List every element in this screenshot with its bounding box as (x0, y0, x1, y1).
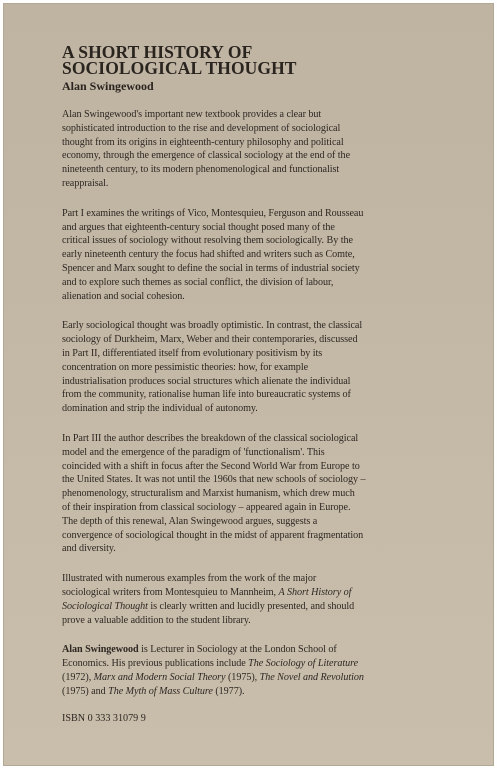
text-line: reappraisal. (62, 177, 109, 189)
text-line: is Lecturer in Sociology at the London School of (138, 644, 337, 656)
publication-title: The Myth of Mass Culture (108, 685, 213, 697)
closing-paragraph (62, 572, 457, 627)
bio-author-name: Alan Swingewood (62, 644, 139, 656)
text-line: (1975) and (62, 685, 109, 697)
text-line: (1975), (225, 671, 260, 683)
text-line: economy, through the emergence of classical sociology at the end of the (62, 150, 351, 162)
title-line: A SHORT HISTORY OF (62, 42, 253, 62)
publication-title: The Novel and Revolution (259, 671, 364, 683)
blurb-paragraph-1 (62, 108, 457, 191)
text-line: The depth of this renewal, Alan Swingewood argues, suggests a (62, 515, 318, 527)
text-line: critical issues of sociology without resolving them sociologically. By the (62, 235, 353, 247)
text-line: sociological writers from Montesquieu to Mannheim, (62, 586, 279, 598)
text-line: sophisticated introduction to the rise and development of sociological (62, 122, 341, 134)
book-author: Alan Swingewood (62, 79, 154, 93)
text-line: nineteenth century, to its modern phenomenological and functionalist (62, 164, 340, 176)
text-line: early nineteenth century the focus had shifted and writers such as Comte, (62, 249, 355, 261)
text-line: (1972), (62, 671, 94, 683)
isbn: ISBN 0 333 31079 9 (62, 713, 146, 725)
text-line: Part I examines the writings of Vico, Montesquieu, Ferguson and Rousseau (62, 207, 364, 219)
publication-title: Marx and Modern Social Theory (93, 671, 226, 683)
text-line: sociology of Durkheim, Marx, Weber and their contemporaries, discussed (62, 334, 358, 346)
text-line: convergence of sociological thought in the midst of apparent fragmentation (62, 529, 364, 541)
text-line: phenomenology, structuralism and Marxist humanism, which drew much (62, 488, 355, 500)
text-line: thought from its origins in eighteenth-century philosophy and political (62, 136, 344, 148)
text-line: concentration on more pessimistic theories: how, for example (62, 361, 309, 373)
text-line: Spencer and Marx sought to define the social in terms of industrial society (62, 262, 360, 274)
text-line: In Part III the author describes the breakdown of the classical sociological (62, 432, 359, 444)
author-bio (62, 643, 457, 698)
text-line: and to explore such themes as social conflict, the division of labour, (62, 276, 334, 288)
book-title-italic: Sociological Thought (62, 600, 148, 612)
text-line: Early sociological thought was broadly optimistic. In contrast, the classical (62, 320, 363, 332)
text-line: and argues that eighteenth-century social thought posed many of the (62, 221, 335, 233)
text-line: and diversity. (62, 543, 116, 555)
text-line: from the community, rationalise human life into bureaucratic systems of (62, 389, 351, 401)
text-line: the United States. It was not until the 1960s that new schools of sociology – (62, 474, 366, 486)
text-line: Illustrated with numerous examples from the work of the major (62, 573, 317, 585)
blurb-paragraph-3 (62, 319, 457, 416)
blurb-paragraph-2 (62, 207, 457, 304)
text-line: in Part II, differentiated itself from evolutionary positivism by its (62, 347, 323, 359)
text-line: domination and strip the individual of autonomy. (62, 403, 258, 415)
text-line: model and the emergence of the paradigm of 'functionalism'. This (62, 446, 325, 458)
book-title-italic: A Short History of (278, 586, 352, 598)
text-line: prove a valuable addition to the student library. (62, 614, 251, 626)
publication-title: The Sociology of Literature (248, 658, 359, 670)
text-line: Alan Swingewood's important new textbook provides a clear but (62, 109, 322, 120)
text-line: Economics. His previous publications include (62, 658, 249, 670)
text-line: industrialisation produces social structures which alienate the individual (62, 375, 351, 387)
text-line: (1977). (212, 685, 245, 697)
text-line: is clearly written and lucidly presented, and should (147, 600, 355, 612)
text-line: alienation and social cohesion. (62, 290, 185, 302)
text-line: of their inspiration from classical sociology – appeared again in Europe. (62, 501, 351, 513)
cover-text-block (62, 44, 457, 726)
book-title (62, 44, 457, 76)
book-back-cover (4, 4, 493, 765)
title-line: SOCIOLOGICAL THOUGHT (62, 58, 297, 78)
blurb-paragraph-4 (62, 432, 457, 556)
text-line: coincided with a shift in focus after the Second World War from Europe to (62, 460, 360, 472)
